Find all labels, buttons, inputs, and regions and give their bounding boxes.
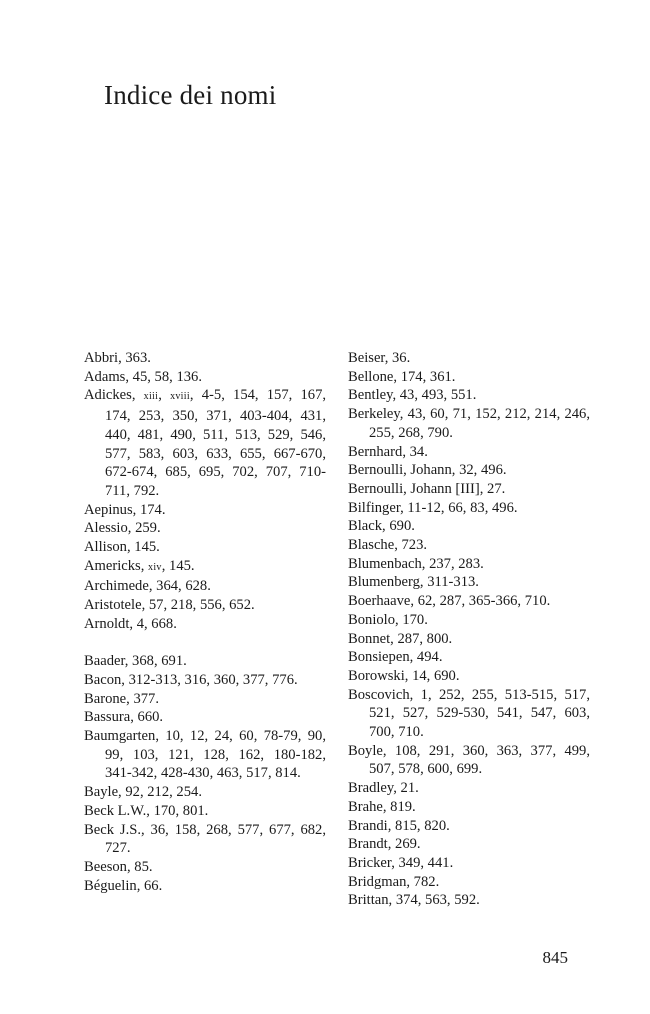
entry-name: Bentley (348, 387, 393, 404)
entry-name: Arnoldt (84, 615, 130, 632)
roman-page-ref: xiii (143, 391, 159, 403)
entry-name: Brandi (348, 817, 388, 834)
index-entry: Bellone, 174, 361. (348, 368, 456, 385)
index-entry: Borowski, 14, 690. (348, 667, 460, 684)
index-entry: Allison, 145. (84, 539, 160, 556)
entry-name: Abbri (84, 350, 119, 366)
index-entry: Bonsiepen, 494. (348, 649, 443, 666)
index-entry: Bacon, 312-313, 316, 360, 377, 776. (84, 671, 298, 688)
entry-refs: 170, 801. (153, 802, 209, 819)
roman-page-ref: xiv (148, 561, 162, 573)
entry-refs: 10, 12, 24, 60, 78-79, 90, 99, 103, 121, 128, 162, 180-182, 341-342, 428-430, 463, 517, 814. (105, 728, 326, 782)
entry-name: Brandt (348, 836, 388, 853)
index-entry: Blumenberg, 311-313. (348, 574, 479, 591)
entry-name: Aristotele (84, 597, 142, 614)
index-entry: Bayle, 92, 212, 254. (84, 784, 202, 801)
index-entry: Bridgman, 782. (348, 873, 440, 890)
index-entry: Brittan, 374, 563, 592. (348, 892, 480, 909)
entry-name: Bilfinger (348, 499, 401, 516)
entry-name: Alessio (84, 520, 128, 537)
letter-group-gap (84, 634, 326, 653)
roman-page-ref: xviii (170, 391, 190, 403)
entry-refs: 4, 668. (136, 615, 177, 632)
entry-refs: 32, 496. (459, 462, 507, 479)
entry-name: Bradley (348, 780, 394, 797)
index-entry: Brahe, 819. (348, 798, 416, 815)
index-entry: Beck L.W., 170, 801. (84, 802, 209, 819)
index-column-right (348, 349, 590, 910)
entry-refs: 11-12, 66, 83, 496. (407, 499, 518, 516)
index-entry: Brandt, 269. (348, 836, 421, 853)
index-entry: Berkeley, 43, 60, 71, 152, 212, 214, 246, 255, 268, 790. (348, 406, 591, 441)
index-entry: Barone, 377. (84, 690, 159, 707)
entry-refs: 43, 60, 71, 152, 212, 214, 246, 255, 268, 790. (369, 406, 591, 441)
entry-name: Borowski (348, 667, 405, 684)
entry-name: Beiser (348, 350, 385, 366)
index-entry: Boscovich, 1, 252, 255, 513-515, 517, 521, 527, 529-530, 541, 547, 603, 700, 710. (348, 686, 591, 741)
index-entry: Bonnet, 287, 800. (348, 630, 453, 647)
entry-name: Allison (84, 539, 127, 556)
entry-name: Bellone (348, 368, 394, 385)
index-entry: Blasche, 723. (348, 537, 428, 554)
entry-name: Berkeley (348, 406, 400, 423)
entry-refs: 287, 800. (397, 630, 453, 647)
entry-refs: 21. (400, 780, 419, 797)
index-entry: Bentley, 43, 493, 551. (348, 387, 477, 404)
entry-name: Beck J.S. (84, 821, 141, 838)
entry-name: Adams (84, 368, 126, 385)
index-entry: Bernoulli, Johann [III], 27. (348, 480, 506, 497)
index-entry: Brandi, 815, 820. (348, 817, 450, 834)
index-entry: Boyle, 108, 291, 360, 363, 377, 499, 507, 578, 600, 699. (348, 742, 591, 778)
entry-refs: 311-313. (427, 574, 479, 591)
index-entry: Bernhard, 34. (348, 443, 428, 460)
entry-name: Bassura (84, 709, 131, 726)
entry-refs: 43, 493, 551. (399, 387, 477, 404)
entry-name: Bonnet (348, 630, 391, 647)
index-entry: Béguelin, 66. (84, 877, 163, 894)
entry-refs: 36. (392, 350, 411, 366)
entry-refs: 660. (137, 709, 164, 726)
entry-refs: 237, 283. (429, 555, 484, 572)
index-entry: Beiser, 36. (348, 350, 411, 366)
entry-refs: 269. (395, 836, 421, 853)
entry-name: Aepinus (84, 501, 133, 518)
entry-name: Boyle (348, 742, 383, 759)
index-column-left (84, 349, 326, 895)
entry-name: Bernoulli, Johann (348, 462, 452, 479)
entry-refs: 66. (144, 877, 163, 894)
entry-refs: 1, 252, 255, 513-515, 517, 521, 527, 529-530, 541, 547, 603, 700, 710. (369, 686, 591, 741)
entry-refs: 145. (134, 539, 160, 556)
entry-refs: 108, 291, 360, 363, 377, 499, 507, 578, 600, 699. (369, 742, 591, 778)
index-entry: Archimede, 364, 628. (84, 578, 211, 595)
entry-name: Archimede (84, 578, 149, 595)
entry-refs: 34. (409, 443, 428, 460)
entry-refs: 57, 218, 556, 652. (148, 597, 255, 614)
entry-refs: 494. (416, 649, 443, 666)
entry-name: Beeson (84, 858, 127, 875)
entry-refs: 62, 287, 365-366, 710. (417, 593, 551, 610)
index-entry: Adickes, xiii, xviii, 4-5, 154, 157, 167, 174, 253, 350, 371, 403-404, 431, 440, 481, 490, 511, 513, 529, 546, 577, 583, 603, 633, 655, 667-670, 672-674, 685, 695, 702, 707, 710-711, 792. (84, 387, 327, 499)
entry-refs: 312-313, 316, 360, 377, 776. (128, 671, 298, 688)
entry-name: Blasche (348, 537, 395, 554)
entry-name: Bricker (348, 854, 392, 871)
index-entry: Boniolo, 170. (348, 611, 428, 628)
entry-name: Bonsiepen (348, 649, 410, 666)
page-title: Indice dei nomi (104, 80, 277, 110)
entry-name: Baumgarten (84, 728, 156, 745)
entry-name: Bernhard (348, 443, 403, 460)
entry-refs: 92, 212, 254. (125, 784, 202, 801)
entry-name: Bacon (84, 671, 122, 688)
entry-refs: 85. (134, 858, 153, 875)
index-entry: Arnoldt, 4, 668. (84, 615, 177, 632)
index-entry: Americks, xiv, 145. (84, 557, 195, 574)
entry-refs: 174. (139, 501, 166, 518)
entry-refs: 374, 563, 592. (395, 892, 480, 909)
index-entry: Abbri, 363. (84, 350, 151, 366)
index-entry: Bradley, 21. (348, 780, 419, 797)
index-entry: Boerhaave, 62, 287, 365-366, 710. (348, 593, 551, 610)
index-entry: Bricker, 349, 441. (348, 854, 454, 871)
index-entry: Baader, 368, 691. (84, 653, 187, 670)
index-entry: Beck J.S., 36, 158, 268, 577, 677, 682, 727. (84, 821, 326, 857)
entry-refs: 14, 690. (412, 667, 460, 684)
entry-refs: 368, 691. (132, 653, 187, 670)
entry-name: Brittan (348, 892, 389, 909)
entry-refs: 690. (389, 518, 415, 535)
entry-refs: 36, 158, 268, 577, 677, 682, 727. (105, 821, 326, 857)
entry-name: Barone (84, 690, 127, 707)
entry-refs: 27. (487, 480, 506, 497)
entry-refs: 170. (402, 611, 428, 628)
entry-name: Boniolo (348, 611, 396, 628)
index-entry: Aristotele, 57, 218, 556, 652. (84, 597, 255, 614)
index-entry: Baumgarten, 10, 12, 24, 60, 78-79, 90, 99, 103, 121, 128, 162, 180-182, 341-342, 428-430, 463, 517, 814. (84, 728, 326, 782)
index-entry: Aepinus, 174. (84, 501, 166, 518)
entry-refs: 364, 628. (156, 578, 211, 595)
entry-name: Boerhaave (348, 593, 411, 610)
index-entry: Bassura, 660. (84, 709, 164, 726)
entry-name: Bayle (84, 784, 119, 801)
entry-name: Adickes (84, 387, 132, 404)
entry-name: Béguelin (84, 877, 137, 894)
entry-refs: 145. (169, 557, 195, 574)
entry-refs: 174, 361. (400, 368, 456, 385)
entry-name: Beck L.W. (84, 802, 147, 819)
entry-refs: 723. (401, 537, 428, 554)
entry-name: Black (348, 518, 383, 535)
entry-name: Baader (84, 653, 125, 670)
index-entry: Adams, 45, 58, 136. (84, 368, 202, 385)
index-entry: Bernoulli, Johann, 32, 496. (348, 462, 507, 479)
entry-refs: 815, 820. (395, 817, 450, 834)
entry-refs: 259. (135, 520, 161, 537)
entry-name: Bernoulli, Johann [III] (348, 480, 480, 497)
index-entry: Blumenbach, 237, 283. (348, 555, 484, 572)
entry-name: Brahe (348, 798, 383, 815)
entry-name: Americks (84, 557, 141, 574)
entry-refs: 782. (413, 873, 440, 890)
index-entry: Beeson, 85. (84, 858, 153, 875)
index-entry: Alessio, 259. (84, 520, 161, 537)
entry-name: Blumenberg (348, 574, 420, 591)
page-number: 845 (542, 948, 568, 967)
index-entry: Black, 690. (348, 518, 415, 535)
entry-refs: 349, 441. (398, 854, 454, 871)
entry-name: Boscovich (348, 686, 410, 703)
index-entry: Bilfinger, 11-12, 66, 83, 496. (348, 499, 518, 516)
entry-refs: 819. (390, 798, 416, 815)
entry-name: Blumenbach (348, 555, 422, 572)
entry-refs: 45, 58, 136. (132, 368, 202, 385)
entry-name: Bridgman (348, 873, 407, 890)
entry-refs: 377. (133, 690, 159, 707)
entry-refs: 4-5, 154, 157, 167, 174, 253, 350, 371, 403-404, 431, 440, 481, 490, 511, 513, 529, 546, 577, 583, 603, 633, 655, 667-670, 672-674, 685, 695, 702, 707, 710-711, 792. (105, 387, 327, 499)
entry-refs: 363. (125, 350, 151, 366)
